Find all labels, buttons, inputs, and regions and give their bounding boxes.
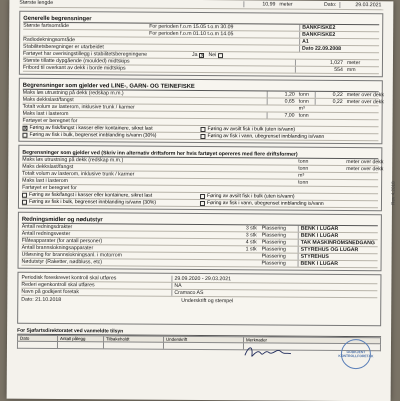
rescue-row-0: Antall redningsdrakter 3 stk Plassering BENK I LUGAR <box>22 224 378 233</box>
other-opt2-checkbox[interactable] <box>200 194 205 199</box>
line-row-3: Maks last i lasterom 7,00 tonn <box>23 111 379 120</box>
control-name-row: Navn på godkjent foretak Cramaco AS <box>21 289 377 298</box>
rescue-row-4: Utløsning for brannslokningsanl. i motorrom Plassering STYREHUS <box>22 252 378 261</box>
date-label: Dato: <box>323 1 337 8</box>
footer-table-header: Dato Antall pålegg Tilbakeholdt Underskrift Merknader <box>17 335 381 345</box>
other-opt3-checkbox[interactable] <box>22 199 27 204</box>
other-row-2: Totalt volum av lasterom, inklusive trunk / karmer m³ <box>22 171 378 180</box>
line-options-a: X Føring av fisk/fangst i kasser eller kontainere, sikret last Føring av avsilt fisk i bulk (uten is/vann) <box>22 125 378 134</box>
line-row-1: Maks dekkslast/fangst 0,65 tonn 0,22 meter over dekk <box>22 96 384 106</box>
line-section <box>18 78 382 145</box>
line-opt3-checkbox[interactable] <box>22 132 27 137</box>
signature-image <box>243 343 293 361</box>
footer-section <box>17 328 381 352</box>
rescue-row-2: Flåteapparater (for antall personer) 4 stk Plassering TAK MASKINROMSNEDGANG <box>22 238 378 247</box>
freeboard-row: Fribord til overkant av dekk i borde midtskips 554 mm <box>23 65 379 74</box>
general-title: Generelle begrensninger <box>23 16 379 25</box>
line-cargo-label: Fartøyet er beregnet for <box>23 118 379 127</box>
other-row-0: Maks løs utrustning på dekk (redskap m.m.) tonn meter over dekk <box>22 156 384 166</box>
control-period-row: Periodisk foreskrevet kontroll skal utføres 29.09.2020 - 29.03.2021 <box>21 275 377 284</box>
line-row-2: Totalt volum av lasterom, inklusive trunk / karmer m³ <box>23 104 379 113</box>
other-cargo-label: Fartøyet er beregnet for <box>22 185 378 194</box>
footer-table-row <box>17 342 381 352</box>
general-row-3: Stabilitetsberegninger er utarbeidet Dato 22.09.2008 <box>23 44 379 53</box>
ja-checkbox[interactable]: X <box>200 52 204 59</box>
date-value: 29.03.2021 <box>339 2 383 8</box>
other-section <box>18 145 382 212</box>
other-opt4-checkbox[interactable] <box>200 200 205 205</box>
control-company-row: Rederi egenkontroll skal utføres NA <box>21 282 377 291</box>
other-title: Begrensninger som gjelder ved (Skriv inn alternativ driftsform her hvis fartøyet opereres med flere driftsformer) <box>22 150 378 159</box>
length-value: 10,99 <box>243 1 277 7</box>
general-row-0: Største fartsområde For perioden f.o.m 15.05 t.o.m 30.09 BANKFISKE2 <box>23 23 379 32</box>
other-options-a: Føring av fisk/fangst i kasser eller kontainere, sikret last Føring av avsilt fisk i bulk (uten is/vann) <box>22 192 378 201</box>
line-opt4-checkbox[interactable] <box>200 134 205 139</box>
other-row-3: Maks last i lasterom tonn <box>22 178 378 187</box>
rescue-row-5: Nødutstyr (Raketter, nødbluss, etc) Plassering BENK I LUGAR <box>22 259 378 268</box>
footer-title: For Sjøfartsdirektoratet ved vanmeldte tilsyn <box>17 328 381 338</box>
line-opt2-checkbox[interactable] <box>200 127 205 132</box>
draft-row: Største tillatte dypgående (moulded) midtskips 1,027 meter <box>23 58 379 67</box>
line-opt1-checkbox[interactable]: X <box>23 125 27 132</box>
approval-stamp: GODKJENT KONTROLLFORETAK <box>341 339 371 369</box>
line-title: Begrensninger som gjelder ved LINE-, GARN- OG TEINEFISKE <box>23 83 379 92</box>
nei-checkbox[interactable] <box>218 53 223 58</box>
general-row-4: Fartøyet har overisingstillegg i stabilitetsberegningene Ja X Nei <box>23 51 379 60</box>
other-options-b: Føring av fisk i bulk, begrenset innblanding is/vann (30%) Føring av fisk i vann, ubegrenset innblanding is/vann <box>22 199 378 208</box>
ja-label: Ja <box>191 51 198 58</box>
general-row-1: For perioden f.o.m 01.10 t.o.m 14.05 BANKFISKE2 <box>23 30 379 39</box>
nei-label: Nei <box>208 52 217 59</box>
rescue-section <box>18 212 382 272</box>
line-row-0: Maks løs utrustning på dekk (redskap m.m.) 1,20 tonn 0,22 meter over dekk <box>22 89 384 99</box>
other-row-1: Maks dekkslast/fangst tonn meter over dekk <box>22 163 384 173</box>
certificate-paper <box>7 0 394 401</box>
length-row <box>19 0 383 10</box>
general-row-2: Radiodekningsområde A1 <box>23 37 379 46</box>
revision-label: Rev 4.2018 <box>389 181 396 205</box>
general-section <box>19 11 383 78</box>
rescue-title: Redningsmidler og nødutstyr <box>22 217 378 226</box>
control-section <box>17 272 381 327</box>
rescue-row-1: Antall redningsvester 3 stk Plassering BENK I LUGAR <box>22 231 378 240</box>
length-unit: meter <box>279 1 293 8</box>
other-opt1-checkbox[interactable] <box>22 192 27 197</box>
length-label: Største lengde <box>19 0 54 6</box>
rescue-row-3: Antall brannslokningsapparater 1 stk Plassering STYREHUS OG LUGAR <box>22 245 378 254</box>
control-date-row: Dato: 21.10.2018 Underskrift og stempel <box>21 296 234 304</box>
line-options-b: Føring av fisk i bulk, begrenset innblanding is/vann (30%) Føring av fisk i vann, ubegrenset innblanding is/vann <box>22 132 378 141</box>
